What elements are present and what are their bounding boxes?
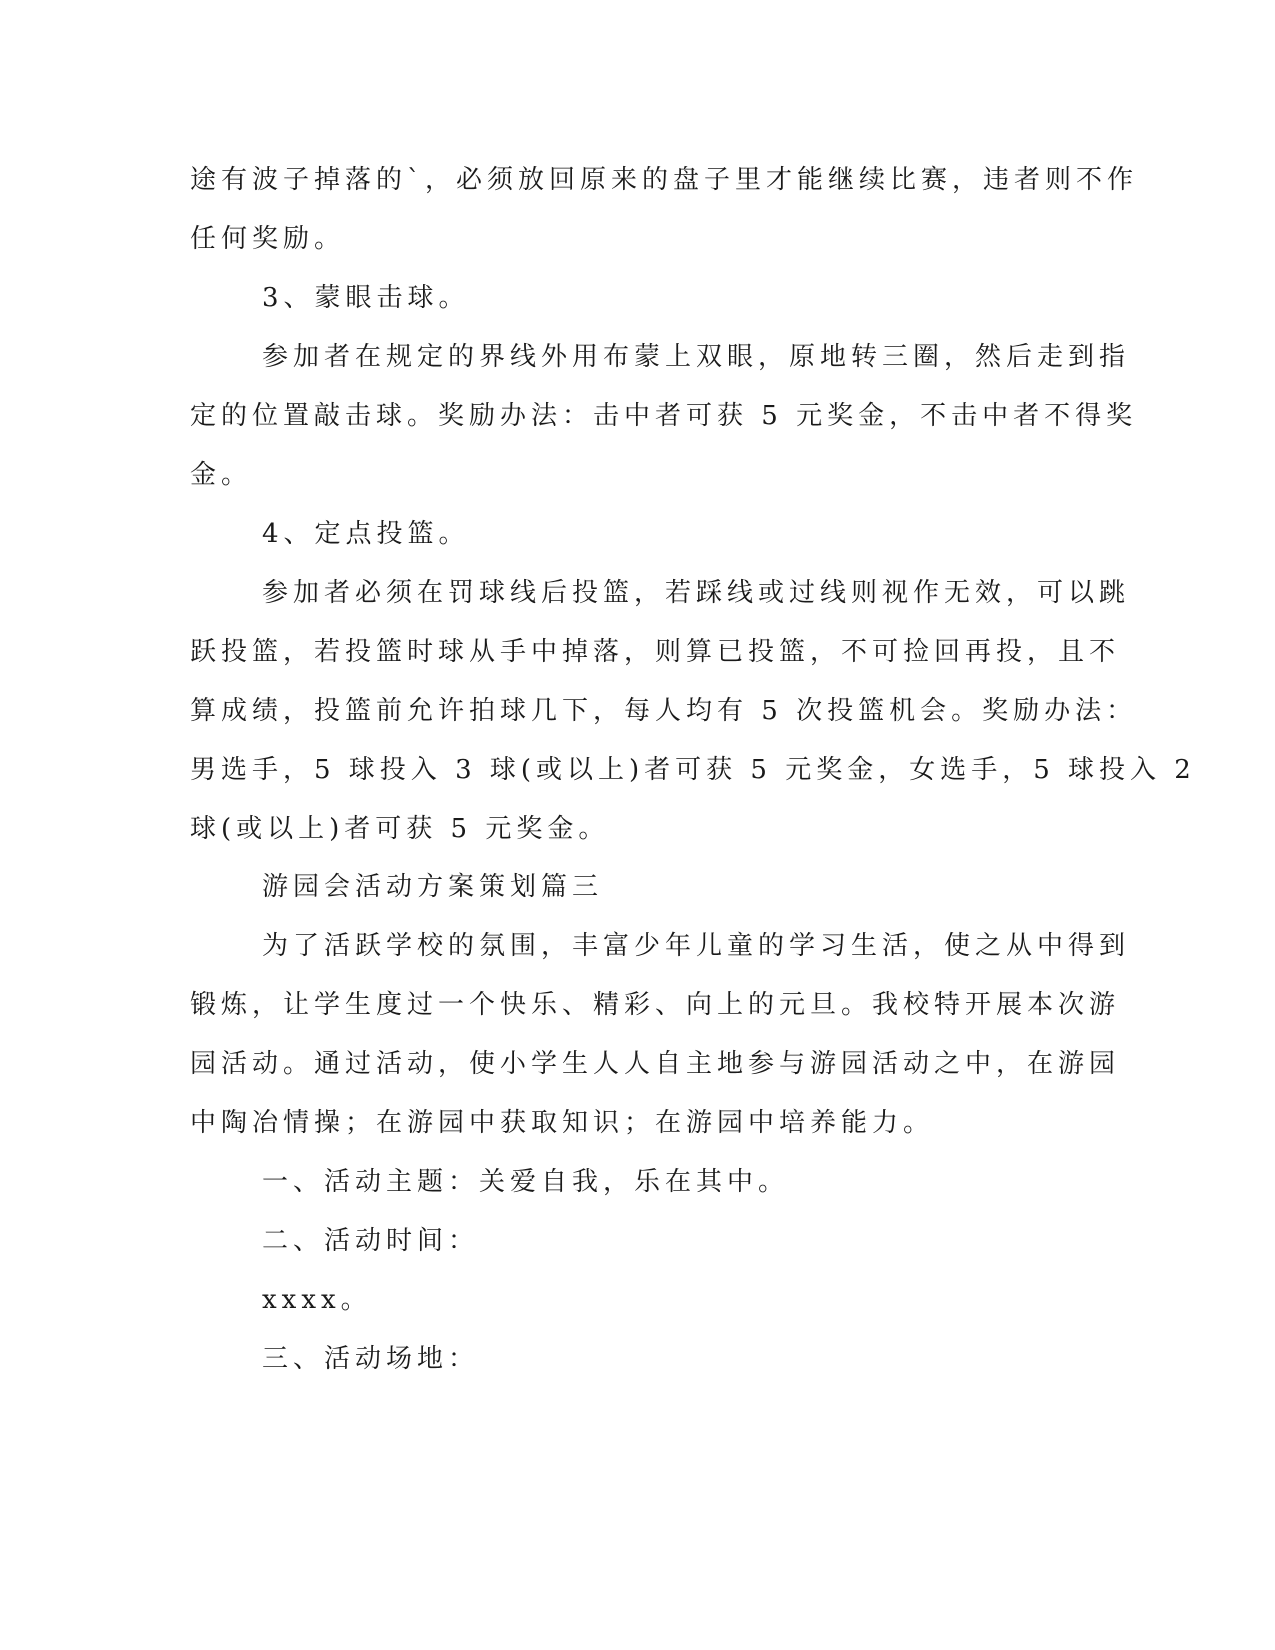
text-line: xxxx。 [262,1285,372,1315]
text-line: 中陶冶情操；在游园中获取知识；在游园中培养能力。 [190,1108,935,1138]
section-heading: 3、蒙眼击球。 [262,283,470,313]
text-line: 为了活跃学校的氛围，丰富少年儿童的学习生活，使之从中得到 [262,931,1131,961]
text-line: 跃投篮，若投篮时球从手中掉落，则算已投篮，不可捡回再投，且不 [190,637,1121,667]
text-line: 男选手，5 球投入 3 球(或以上)者可获 5 元奖金，女选手，5 球投入 2 [190,755,1196,785]
text-line: 金。 [190,460,253,490]
text-line: 任何奖励。 [190,224,346,254]
text-line: 参加者在规定的界线外用布蒙上双眼，原地转三圈，然后走到指 [262,342,1131,372]
text-line: 途有波子掉落的`，必须放回原来的盘子里才能继续比赛，违者则不作 [190,165,1139,195]
text-line: 锻炼，让学生度过一个快乐、精彩、向上的元旦。我校特开展本次游 [190,990,1121,1020]
text-line: 参加者必须在罚球线后投篮，若踩线或过线则视作无效，可以跳 [262,578,1131,608]
article-title: 游园会活动方案策划篇三 [262,872,604,902]
section-heading: 一、活动主题：关爱自我，乐在其中。 [262,1167,790,1197]
text-line: 定的位置敲击球。奖励办法：击中者可获 5 元奖金，不击中者不得奖 [190,401,1138,431]
text-line: 球(或以上)者可获 5 元奖金。 [190,814,610,844]
text-line: 园活动。通过活动，使小学生人人自主地参与游园活动之中，在游园 [190,1049,1121,1079]
section-heading: 二、活动时间： [262,1226,480,1256]
section-heading: 4、定点投篮。 [262,519,470,549]
section-heading: 三、活动场地： [262,1344,480,1374]
text-line: 算成绩，投篮前允许拍球几下，每人均有 5 次投篮机会。奖励办法： [190,696,1138,726]
